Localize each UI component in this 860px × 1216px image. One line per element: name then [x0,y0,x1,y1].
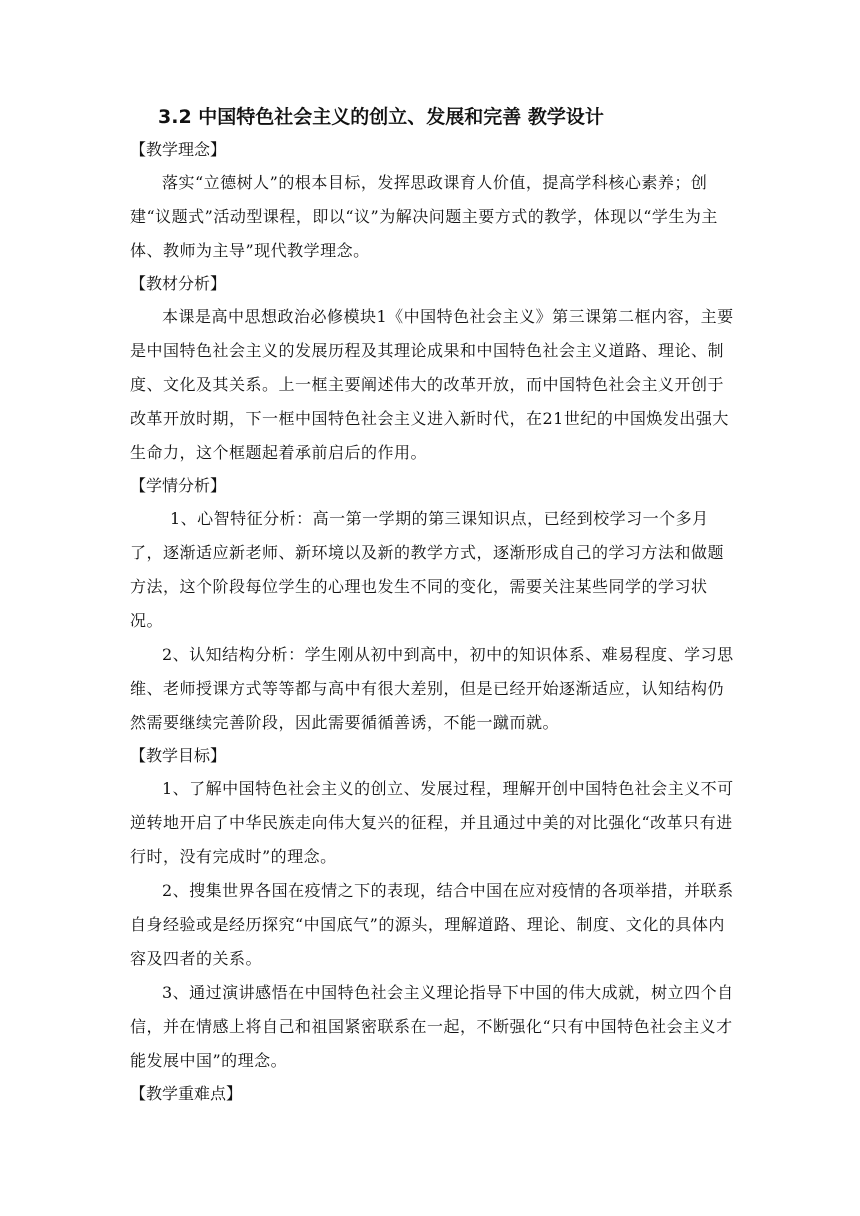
paragraph-goals-1: 1、了解中国特色社会主义的创立、发展过程，理解开创中国特色社会主义不可逆转地开启了中华民族走向伟大复兴的征程，并且通过中美的对比强化“改革只有进行时，没有完成时”的理念。 [130,779,734,866]
document-title: 3.2 中国特色社会主义的创立、发展和完善 教学设计 [158,106,604,128]
paragraph-concept-1: 落实“立德树人”的根本目标，发挥思政课育人价值，提高学科核心素养；创建“议题式”活动型课程，即以“议”为解决问题主要方式的教学，体现以“学生为主体、教师为主导”现代教学理念。 [130,173,718,260]
paragraph-students-1: 1、心智特征分析：高一第一学期的第三课知识点，已经到校学习一个多月了，逐渐适应新老师、新环境以及新的教学方式，逐渐形成自己的学习方法和做题方法，这个阶段每位学生的心理也发生不同的变化，需要关注某些同学的学习状况。 [130,509,725,630]
section-heading-goals: 【教学目标】 [130,746,227,765]
paragraph-goals-3: 3、通过演讲感悟在中国特色社会主义理论指导下中国的伟大成就，树立四个自信，并在情感上将自己和祖国紧密联系在一起，不断强化“只有中国特色社会主义才能发展中国”的理念。 [130,983,734,1070]
section-heading-material: 【教材分析】 [130,274,227,293]
section-heading-concept: 【教学理念】 [130,140,227,159]
paragraph-goals-2: 2、搜集世界各国在疫情之下的表现，结合中国在应对疫情的各项举措，并联系自身经验或是经历探究“中国底气”的源头，理解道路、理论、制度、文化的具体内容及四者的关系。 [130,881,734,968]
paragraph-material-1: 本课是高中思想政治必修模块1《中国特色社会主义》第三课第二框内容，主要是中国特色社会主义的发展历程及其理论成果和中国特色社会主义道路、理论、制度、文化及其关系。上一框主要阐述伟大的改革开放，而中国特色社会主义开创于改革开放时期，下一框中国特色社会主义进入新时代，在21世纪的中国焕发出强大生命力，这个框题起着承前启后的作用。 [130,307,734,462]
document-page [130,100,735,1110]
section-heading-keypoints: 【教学重难点】 [130,1084,243,1103]
section-heading-students: 【学情分析】 [130,476,227,495]
paragraph-students-2: 2、认知结构分析：学生刚从初中到高中，初中的知识体系、难易程度、学习思维、老师授课方式等等都与高中有很大差别，但是已经开始逐渐适应，认知结构仍然需要继续完善阶段，因此需要循循善诱，不能一蹴而就。 [130,645,734,732]
